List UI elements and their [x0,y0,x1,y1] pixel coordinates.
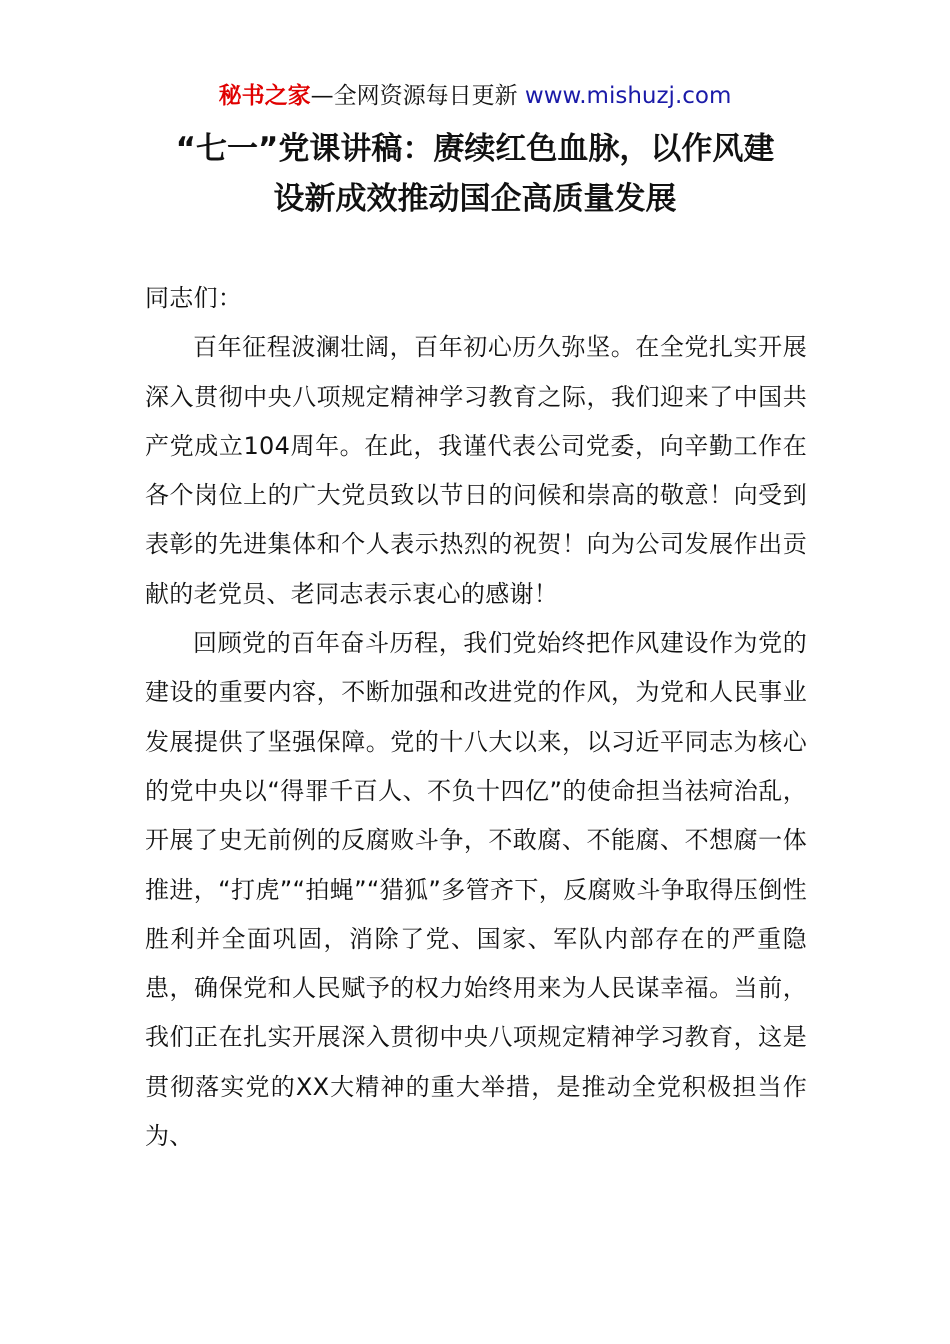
document-title-line-2: 设新成效推动国企高质量发展 [273,181,677,217]
site-tagline: 全网资源每日更新 [333,83,525,109]
document-title [120,124,830,224]
header-dash: — [310,83,334,109]
site-header [0,80,950,112]
body-paragraph-1: 百年征程波澜壮阔，百年初心历久弥坚。在全党扎实开展深入贯彻中央八项规定精神学习教育之际，我们迎来了中国共产党成立104周年。在此，我谨代表公司党委，向辛勤工作在各个岗位上的广大党员致以节日的问候和崇高的敬意！向受到表彰的先进集体和个人表示热烈的祝贺！向为公司发展作出贡献的老党员、老同志表示衷心的感谢！ [145,333,807,608]
salutation: 同志们： [145,284,243,312]
body-paragraph-2: 回顾党的百年奋斗历程，我们党始终把作风建设作为党的建设的重要内容，不断加强和改进党的作风，为党和人民事业发展提供了坚强保障。党的十八大以来，以习近平同志为核心的党中央以“得罪千百人、不负十四亿”的使命担当祛疴治乱，开展了史无前例的反腐败斗争，不敢腐、不能腐、不想腐一体推进，“打虎”“拍蝇”“猎狐”多管齐下，反腐败斗争取得压倒性胜利并全面巩固，消除了党、国家、军队内部存在的严重隐患，确保党和人民赋予的权力始终用来为人民谋幸福。当前，我们正在扎实开展深入贯彻中央八项规定精神学习教育，这是贯彻落实党的XX大精神的重大举措，是推动全党积极担当作为、 [145,629,807,1151]
document-title-line-1: “七一”党课讲稿：赓续红色血脉，以作风建 [175,131,775,167]
site-name: 秘书之家 [218,83,311,109]
document-body [145,274,807,1161]
site-url-link[interactable]: www.mishuzj.com [524,83,732,109]
